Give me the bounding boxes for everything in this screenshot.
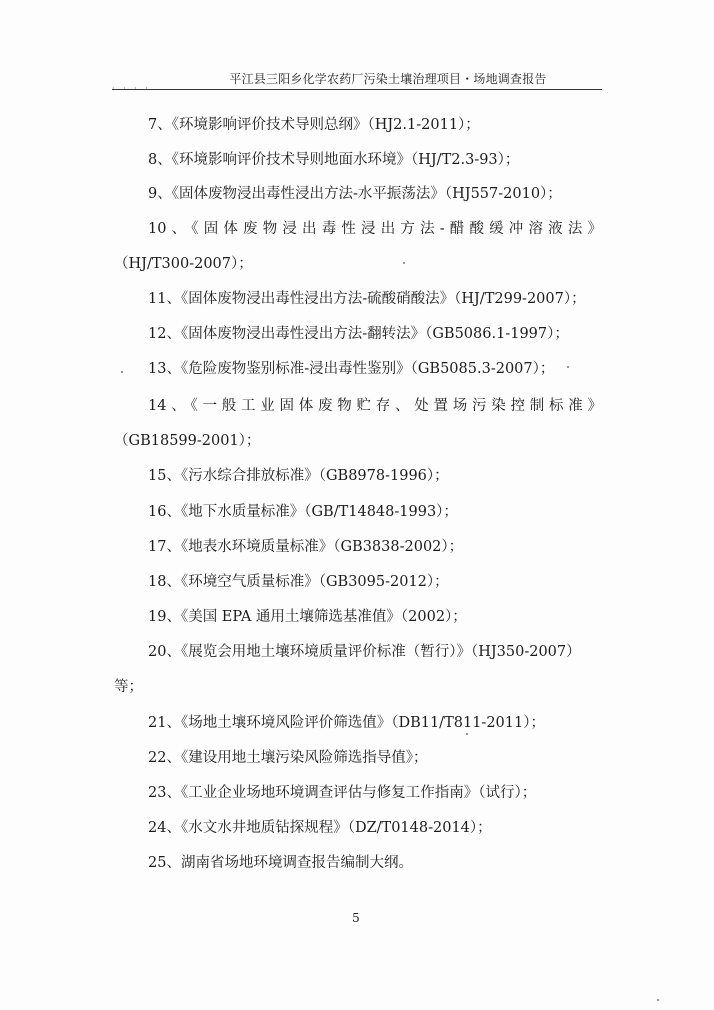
reference-item: 19、《美国 EPA 通用土壤筛选基准值》（2002）； bbox=[148, 609, 467, 625]
reference-item: 17、《地表水环境质量标准》（GB3838-2002）； bbox=[148, 539, 464, 555]
reference-item: 8、《环境影响评价技术导则地面水环境》（HJ/T2.3-93）； bbox=[148, 152, 520, 168]
scan-speck bbox=[466, 733, 468, 735]
reference-item: 9、《固体废物浸出毒性浸出方法-水平振荡法》（HJ557-2010）； bbox=[148, 186, 562, 202]
reference-item: 20、《展览会用地土壤环境质量评价标准（暂行）》（HJ350-2007） bbox=[148, 644, 581, 660]
reference-item: 25、湖南省场地环境调查报告编制大纲。 bbox=[148, 855, 413, 871]
reference-item: 23、《工业企业场地环境调查评估与修复工作指南》（试行）； bbox=[148, 785, 537, 801]
reference-item: 22、《建设用地土壤污染风险筛选指导值》； bbox=[148, 750, 428, 766]
reference-item: 7、《环境影响评价技术导则总纲》（HJ2.1-2011）； bbox=[148, 117, 480, 133]
scan-speck bbox=[121, 371, 123, 373]
reference-item-continuation: （GB18599-2001）； bbox=[114, 433, 261, 449]
page-header: 平江县三阳乡化学农药厂污染土壤治理项目・场地调查报告 bbox=[229, 72, 547, 86]
reference-item: 11、《固体废物浸出毒性浸出方法-硫酸硝酸法》（HJ/T299-2007）； bbox=[148, 291, 586, 307]
scan-speck bbox=[403, 262, 405, 264]
reference-item: 13、《危险废物鉴别标准-浸出毒性鉴别》（GB5085.3-2007）； bbox=[148, 361, 555, 377]
reference-item: 21、《场地土壤环境风险评价筛选值》（DB11/T811-2011）； bbox=[148, 715, 545, 731]
reference-item: 12、《固体废物浸出毒性浸出方法-翻转法》（GB5086.1-1997）； bbox=[148, 326, 569, 342]
reference-item-continuation: 等； bbox=[114, 679, 143, 695]
reference-item: 24、《水文水井地质钻探规程》（DZ/T0148-2014）； bbox=[148, 820, 492, 836]
reference-item: 15、《污水综合排放标准》（GB8978-1996）； bbox=[148, 468, 449, 484]
scan-speck bbox=[567, 366, 569, 368]
page-number: 5 bbox=[352, 911, 360, 925]
reference-item-continuation: （HJ/T300-2007）； bbox=[114, 256, 253, 272]
reference-item: 14、《一般工业固体废物贮存、处置场污染控制标准》 bbox=[148, 398, 602, 414]
scan-speck bbox=[657, 999, 659, 1001]
reference-item: 10、《固体废物浸出毒性浸出方法-醋酸缓冲溶液法》 bbox=[148, 221, 602, 237]
reference-item: 18、《环境空气质量标准》（GB3095-2012）； bbox=[148, 574, 449, 590]
reference-item: 16、《地下水质量标准》（GB/T14848-1993）； bbox=[148, 504, 458, 520]
header-decoration: · · · · bbox=[112, 84, 151, 93]
